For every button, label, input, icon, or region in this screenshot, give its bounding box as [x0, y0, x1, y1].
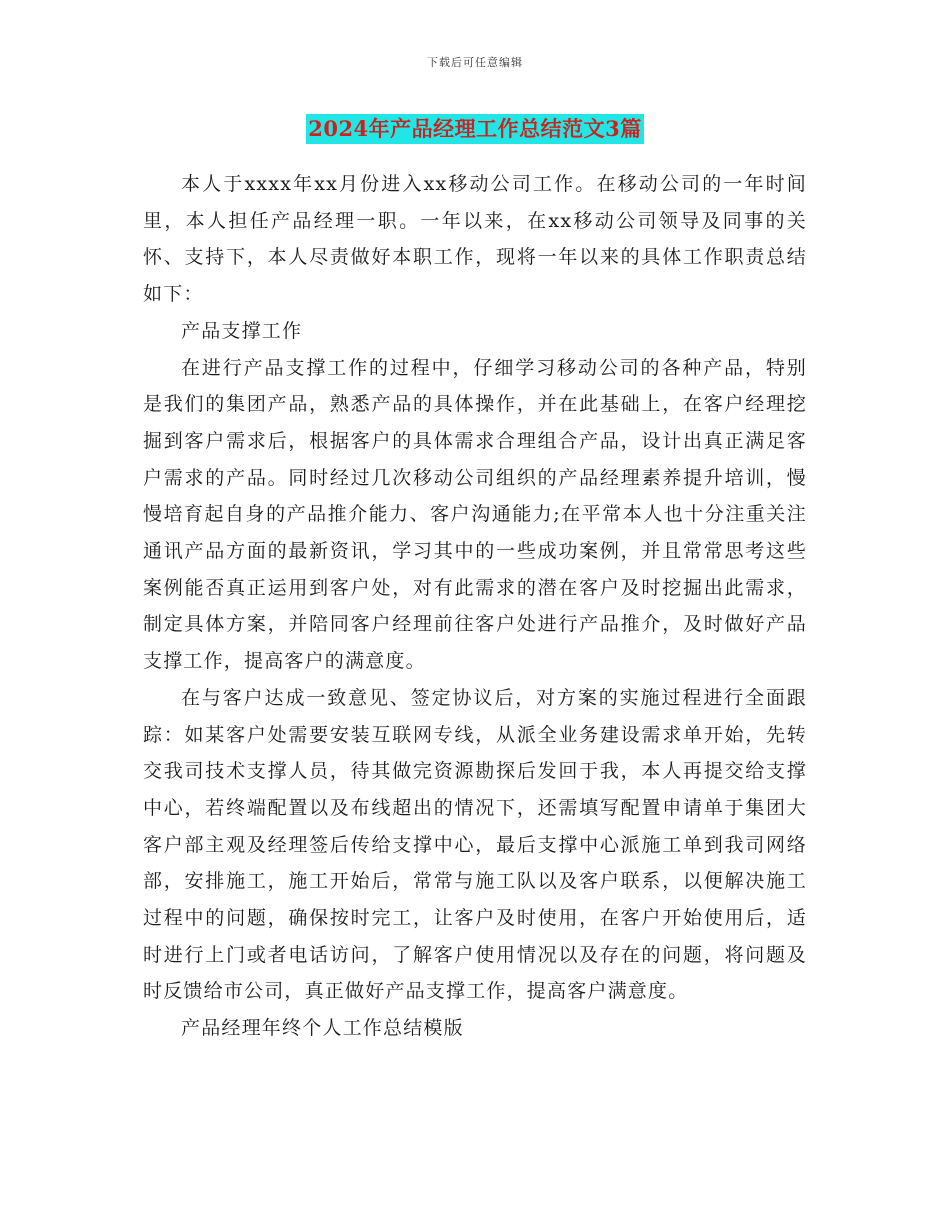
section-heading-product-support: 产品支撑工作 — [181, 319, 303, 342]
document-title: 2024年产品经理工作总结范文3篇 — [306, 114, 644, 144]
paragraph-product-support: 在进行产品支撑工作的过程中，仔细学习移动公司的各种产品，特别是我们的集团产品，熟悉产品的具体操作，并在此基础上，在客户经理挖掘到客户需求后，根据客户的具体需求合理组合产品，设计出真正满足客户需求的产品。同时经过几次移动公司组织的产品经理素养提升培训，慢慢培育起自身的产品推介能力、客户沟通能力;在平常本人也十分注重关注通讯产品方面的最新资讯，学习其中的一些成功案例，并且常常思考这些案例能否真正运用到客户处，对有此需求的潜在客户及时挖掘出此需求，制定具体方案，并陪同客户经理前往客户处进行产品推介，及时做好产品支撑工作，提高客户的满意度。 — [143, 356, 807, 673]
document-body — [143, 166, 807, 1047]
paragraph-implementation-tracking: 在与客户达成一致意见、签定协议后，对方案的实施过程进行全面跟踪：如某客户处需要安装互联网专线，从派全业务建设需求单开始，先转交我司技术支撑人员，待其做完资源勘探后发回于我，本人再提交给支撑中心，若终端配置以及布线超出的情况下，还需填写配置申请单于集团大客户部主观及经理签后传给支撑中心，最后支撑中心派施工单到我司网络部，安排施工，施工开始后，常常与施工队以及客户联系，以便解决施工过程中的问题，确保按时完工，让客户及时使用，在客户开始使用后，适时进行上门或者电话访问，了解客户使用情况以及存在的问题，将问题及时反馈给市公司，真正做好产品支撑工作，提高客户满意度。 — [143, 686, 807, 1003]
title-container — [0, 114, 950, 144]
paragraph-intro: 本人于xxxx年xx月份进入xx移动公司工作。在移动公司的一年时间里，本人担任产品经理一职。一年以来，在xx移动公司领导及同事的关怀、支持下，本人尽责做好本职工作，现将一年以来的具体工作职责总结如下： — [143, 173, 807, 306]
header-note: 下载后可任意编辑 — [427, 56, 523, 69]
section-heading-year-end-template: 产品经理年终个人工作总结模版 — [181, 1017, 464, 1040]
